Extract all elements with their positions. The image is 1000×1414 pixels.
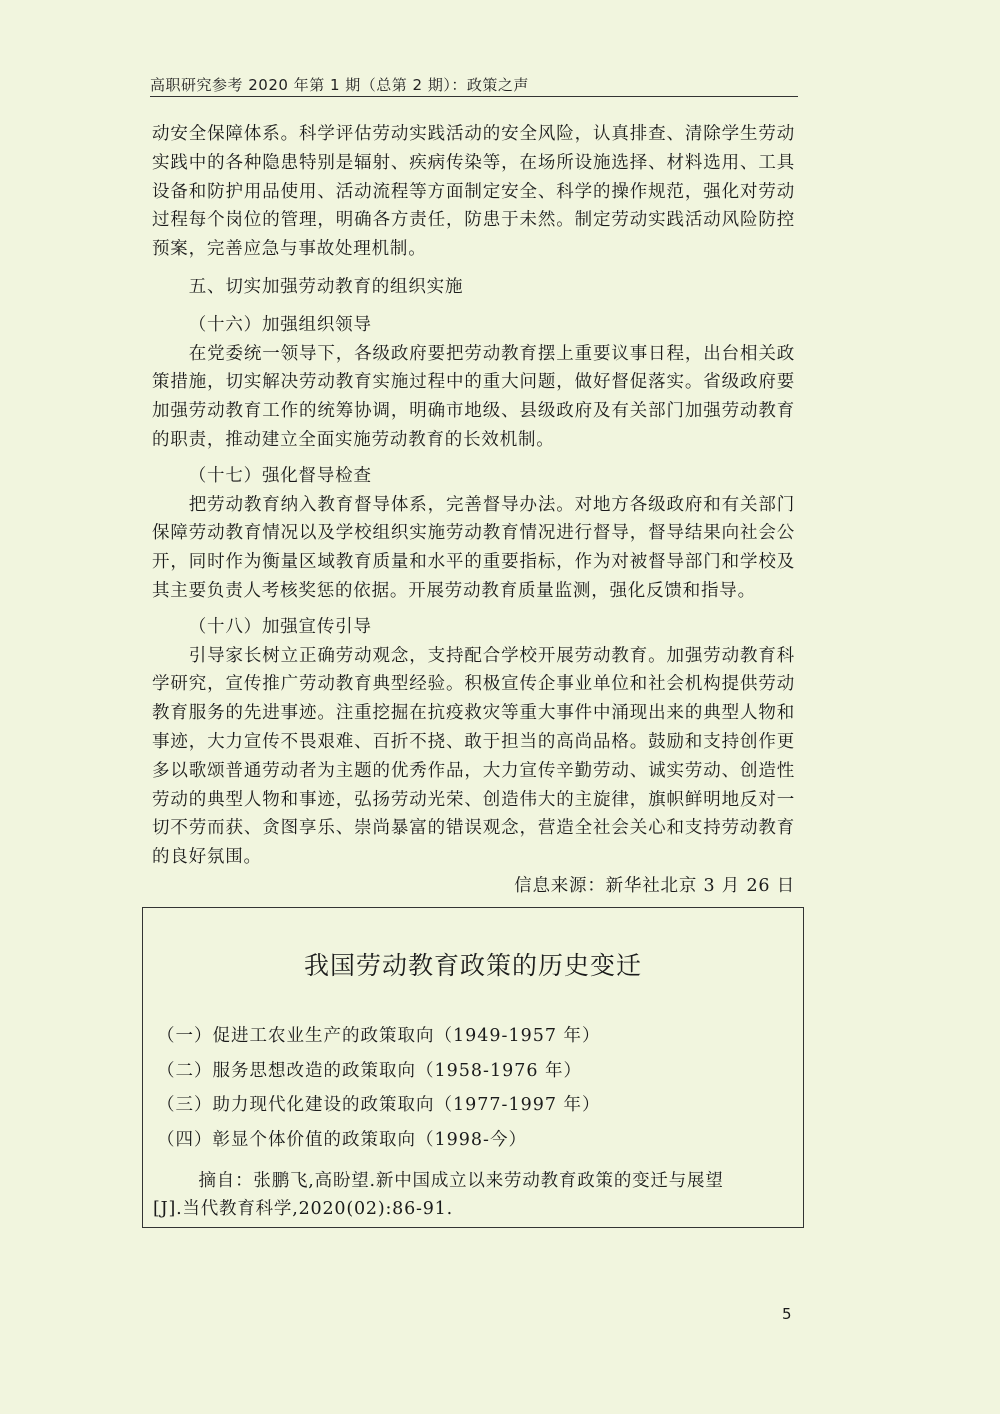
paragraph-continuation: 动安全保障体系。科学评估劳动实践活动的安全风险，认真排查、清除学生劳动实践中的各种隐患特别是辐射、疾病传染等，在场所设施选择、材料选用、工具设备和防护用品使用、活动流程等方面制定安全、科学的操作规范，强化对劳动过程每个岗位的管理，明确各方责任，防患于未然。制定劳动实践活动风险防控预案，完善应急与事故处理机制。	[152, 124, 795, 260]
list-item: （二）服务思想改造的政策取向（1958-1976 年）	[157, 1060, 583, 1081]
box-title: 我国劳动教育政策的历史变迁	[303, 951, 642, 980]
citation-line-2: [J].当代教育科学,2020(02):86-91.	[153, 1199, 453, 1219]
list-item: （四）彰显个体价值的政策取向（1998-今）	[157, 1129, 527, 1150]
paragraph-17: 把劳动教育纳入教育督导体系，完善督导办法。对地方各级政府和有关部门保障劳动教育情况以及学校组织实施劳动教育情况进行督导，督导结果向社会公开，同时作为衡量区域教育质量和水平的重要指标，作为对被督导部门和学校及其主要负责人考核奖惩的依据。开展劳动教育质量监测，强化反馈和指导。	[152, 494, 795, 601]
paragraph-16: 在党委统一领导下，各级政府要把劳动教育摆上重要议事日程，出台相关政策措施，切实解决劳动教育实施过程中的重大问题，做好督促落实。省级政府要加强劳动教育工作的统筹协调，明确市地级、县级政府及有关部门加强劳动教育的职责，推动建立全面实施劳动教育的长效机制。	[152, 343, 795, 450]
subsection-heading-17: （十七）强化督导检查	[188, 465, 372, 486]
paragraph-18: 引导家长树立正确劳动观念，支持配合学校开展劳动教育。加强劳动教育科学研究，宣传推广劳动教育典型经验。积极宣传企事业单位和社会机构提供劳动教育服务的先进事迹。注重挖掘在抗疫救灾等重大事件中涌现出来的典型人物和事迹，大力宣传不畏艰难、百折不挠、敢于担当的高尚品格。鼓励和支持创作更多以歌颂普通劳动者为主题的优秀作品，大力宣传辛勤劳动、诚实劳动、创造性劳动的典型人物和事迹，弘扬劳动光荣、创造伟大的主旋律，旗帜鲜明地反对一切不劳而获、贪图享乐、崇尚暴富的错误观念，营造全社会关心和支持劳动教育的良好氛围。	[152, 645, 795, 868]
list-item: （三）助力现代化建设的政策取向（1977-1997 年）	[157, 1095, 601, 1115]
source-line: 信息来源：新华社北京 3 月 26 日	[514, 875, 795, 896]
list-item: （一）促进工农业生产的政策取向（1949-1957 年）	[157, 1026, 601, 1046]
running-header: 高职研究参考 2020 年第 1 期（总第 2 期）：政策之声	[150, 76, 529, 94]
citation-line-1: 摘自：张鹏飞,高盼望.新中国成立以来劳动教育政策的变迁与展望	[198, 1171, 724, 1191]
subsection-heading-18: （十八）加强宣传引导	[188, 616, 372, 637]
box-list	[157, 1019, 601, 1157]
article-body	[152, 120, 795, 901]
section-heading: 五、切实加强劳动教育的组织实施	[188, 276, 464, 297]
box-citation	[153, 1167, 789, 1223]
page-number: 5	[782, 1305, 792, 1323]
history-box	[142, 907, 804, 1228]
header-rule	[150, 96, 798, 97]
subsection-heading-16: （十六）加强组织领导	[188, 314, 372, 335]
